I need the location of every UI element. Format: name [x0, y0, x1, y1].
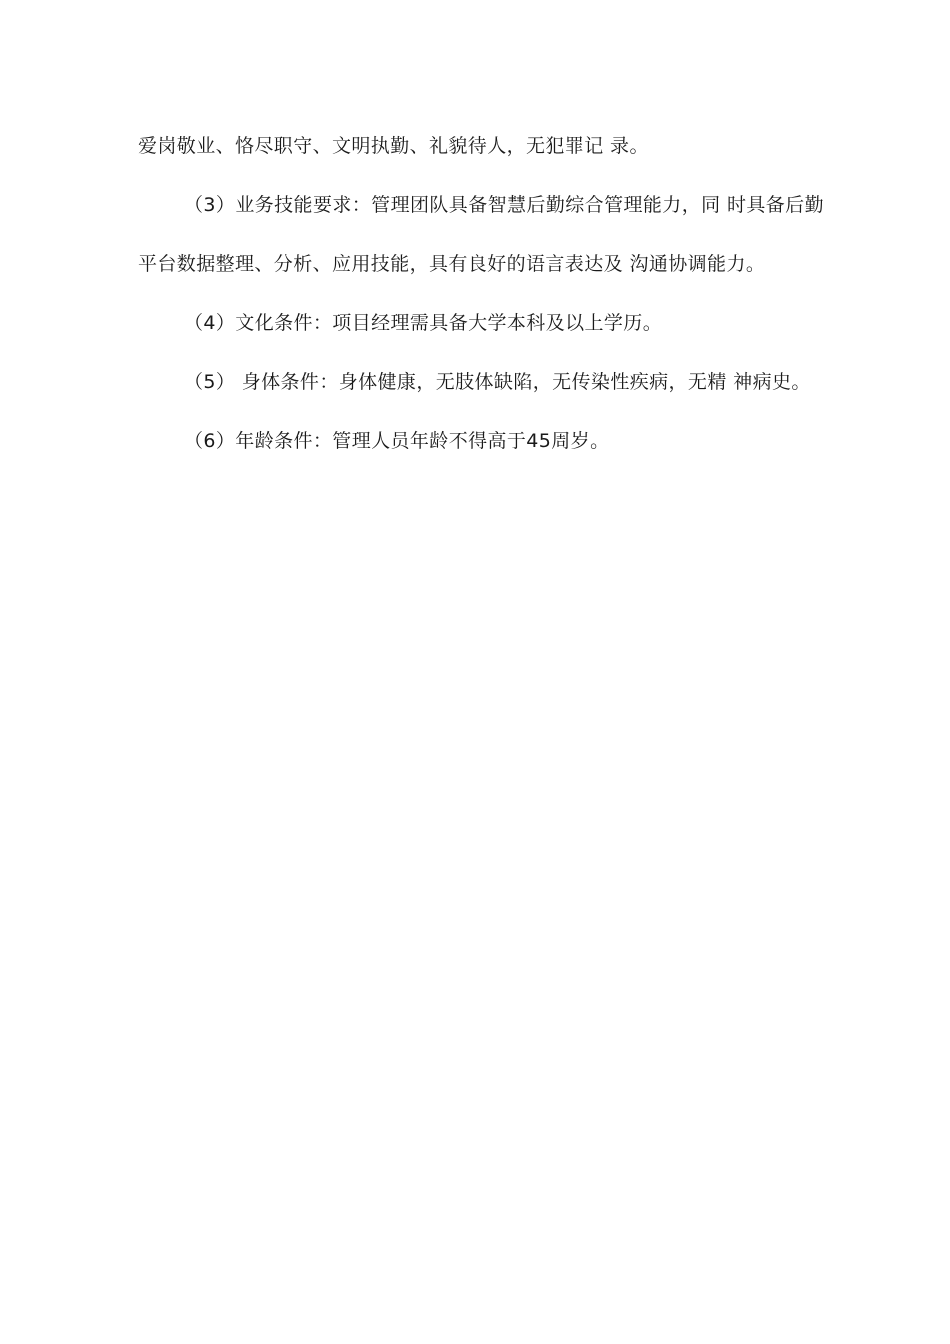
paragraph-education: （4）文化条件：项目经理需具备大学本科及以上学历。	[184, 312, 663, 334]
paragraph-age-condition: （6）年龄条件：管理人员年龄不得高于45周岁。	[184, 430, 610, 452]
paragraph-physical-condition: （5） 身体条件：身体健康，无肢体缺陷，无传染性疾病，无精 神病史。	[184, 371, 811, 393]
paragraph-continuation: 爱岗敬业、恪尽职守、文明执勤、礼貌待人，无犯罪记 录。	[138, 135, 649, 157]
paragraph-business-skills: （3）业务技能要求：管理团队具备智慧后勤综合管理能力，同 时具备后勤平台数据整理、分析、应用技能，具有良好的语言表达及 沟通协调能力。	[138, 194, 824, 275]
document-body	[138, 117, 824, 471]
